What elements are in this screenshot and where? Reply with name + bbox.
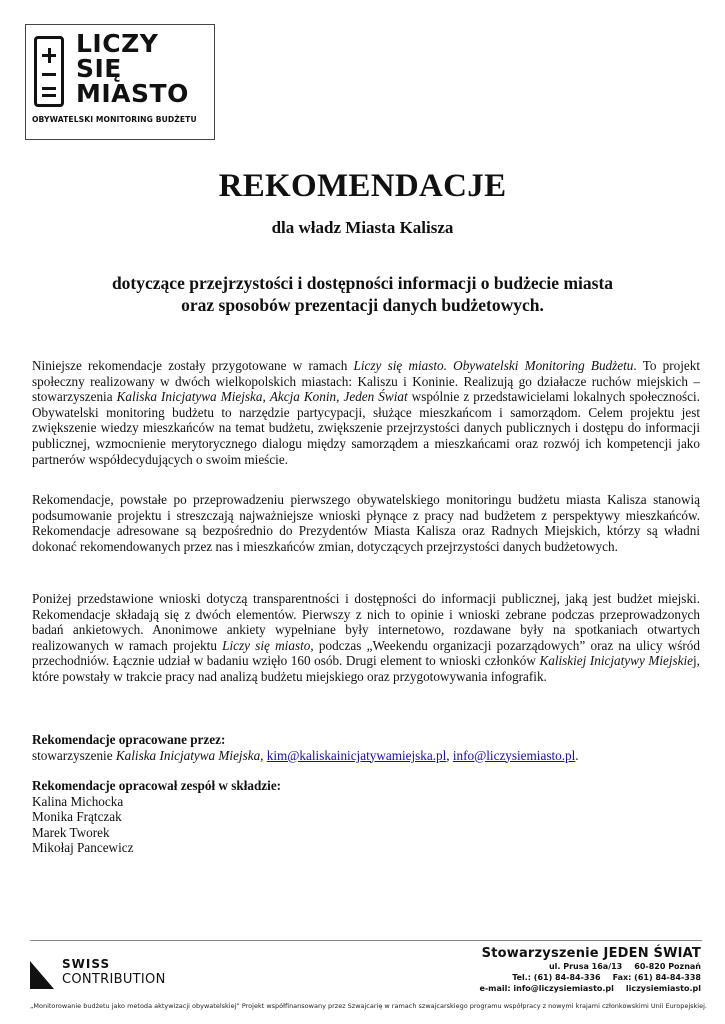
swiss-sub: CONTRIBUTION xyxy=(62,972,166,987)
topic-line-2: oraz sposobów prezentacji danych budżetowych. xyxy=(181,295,544,315)
footer-footnote: „Monitorowanie budżetu jako metoda aktywizacji obywatelskiej” Projekt współfinansowany przez Szwajcarię w ramach szwajcarskiego programu współpracy z nowymi krajami członkowskimi Unii Europejskiej. xyxy=(30,1002,707,1010)
text-run: , xyxy=(446,747,453,763)
org-web-line xyxy=(479,983,701,994)
org-tel: Tel.: (61) 84-84-336 xyxy=(512,973,601,982)
text-run: , xyxy=(260,747,267,763)
project-name: Liczy się miasto xyxy=(222,637,311,653)
team-member: Marek Tworek xyxy=(32,824,110,840)
org-name: Kaliska Inicjatywa Miejska xyxy=(116,389,263,405)
org-contact-block xyxy=(479,946,701,994)
text-run: Poniżej przedstawione wnioski dotyczą transparentności i dostępności do informacji publicznej, jaką jest budżet miejski. Rekomendacje składają się z dwóch elementów. Pierwszy z nich to opinie i wnioski zebrane podczas przeprowadzonych badań ankietowych. Anonimowe ankiety wypełniane były internetowo, rozdawane były na spotkaniach otwartych realizowanych w ramach projektu xyxy=(32,591,700,653)
text-run: stowarzyszenie xyxy=(32,747,116,763)
calculator-mark-icon xyxy=(34,36,64,107)
team-block xyxy=(32,778,432,856)
text-run: , podczas „Weekendu organizacji pozarządowych” oraz na ulicy wśród przechodniów. Łącznie udział w badaniu wzięło 160 osób. Drugi element to wnioski członków xyxy=(32,637,700,669)
text-run: Niniejsze rekomendacje zostały przygotowane w ramach xyxy=(32,358,354,373)
org-postal: 60-820 Poznań xyxy=(634,962,701,971)
text-run: j, które powstały w trakcie pracy nad analizą budżetu miejskiego oraz przygotowywania infografik. xyxy=(32,653,700,684)
org-website: liczysiemiasto.pl xyxy=(625,984,701,993)
org-address-line xyxy=(479,961,701,972)
logo-line-3: MIASTO xyxy=(76,79,189,108)
swiss-name: SWISS xyxy=(62,957,111,971)
document-topic xyxy=(0,272,725,316)
swiss-triangle-icon xyxy=(30,961,54,989)
summary-text: Rekomendacje, powstałe po przeprowadzeniu pierwszego obywatelskiego monitoringu budżetu miasta Kalisza stanowią podsumowanie projektu i streszczają najważniejsze wnioski płynące z pracy nad budżetem z perspektywy mieszkańców. Rekomendacje adresowane są bezpośrednio do Prezydentów Miasta Kalisza oraz Radnych Miejskich, którzy są władni dokonać rekomendowanych przez nas i mieszkańców zmian, dotyczących przejrzystości danych budżetowych. xyxy=(32,492,700,554)
org-name: Kaliskiej Inicjatywy Miejskie xyxy=(539,653,694,669)
email-link-info[interactable]: info@liczysiemiasto.pl xyxy=(452,747,576,763)
logo-wordmark xyxy=(76,31,189,106)
team-member: Monika Frątczak xyxy=(32,809,122,825)
text-run: , xyxy=(262,389,270,405)
text-run: . xyxy=(575,747,579,763)
org-phone-line xyxy=(479,972,701,983)
credits-block xyxy=(32,732,700,763)
text-run: . To projekt społeczny realizowany w dwóch wielkopolskich miastach: Kaliszu i Koninie. Realizują go działacze ruchów miejskich – stowarzyszenia xyxy=(32,358,701,405)
document-subtitle: dla władz Miasta Kalisza xyxy=(271,218,454,237)
intro-paragraph xyxy=(32,358,700,467)
logo-line-1: LICZY xyxy=(76,29,159,58)
org-email: e-mail: info@liczysiemiasto.pl xyxy=(479,984,614,993)
org-name: Akcja Konin xyxy=(269,389,337,405)
document-title: REKOMENDACJE xyxy=(218,168,507,204)
credits-label: Rekomendacje opracowane przez: xyxy=(32,732,226,747)
text-run: , xyxy=(336,389,344,405)
text-run: wspólnie z przedstawicielami lokalnych społeczności. Obywatelski monitoring budżetu to narzędzie partycypacji, służące mieszkańcom i samorządom. Celem projektu jest zwiększenie wiedzy mieszkańców na temat budżetu, zwiększenie przejrzystości danych publicznych i dostępu do informacji publicznej, wzmocnienie merytorycznego dialogu między samorządem a mieszkańcami oraz rozwój ich kompetencji jako partnerów współdecydujących o swoim mieście. xyxy=(32,389,701,467)
team-label: Rekomendacje opracował zespół w składzie: xyxy=(32,778,282,793)
liczy-sie-miasto-logo xyxy=(25,24,215,140)
footer-divider xyxy=(30,940,702,941)
swiss-contribution-logo xyxy=(30,957,190,993)
summary-paragraph xyxy=(32,492,700,554)
org-name: Stowarzyszenie JEDEN ŚWIAT xyxy=(481,946,701,961)
logo-caption: OBYWATELSKI MONITORING BUDŻETU xyxy=(32,115,197,124)
org-address: ul. Prusa 16a/13 xyxy=(548,962,623,971)
project-name: Liczy się miasto. Obywatelski Monitoring Budżetu xyxy=(353,358,634,373)
team-member: Mikołaj Pancewicz xyxy=(32,840,134,856)
team-member: Kalina Michocka xyxy=(32,793,124,809)
method-paragraph xyxy=(32,591,700,685)
logo-line-2: SIĘ xyxy=(76,54,122,83)
email-link-kim[interactable]: kim@kaliskainicjatywamiejska.pl xyxy=(266,747,447,763)
org-name: Kaliska Inicjatywa Miejska xyxy=(115,747,261,763)
credits-line xyxy=(32,748,700,764)
topic-line-1: dotyczące przejrzystości i dostępności informacji o budżecie miasta xyxy=(111,273,614,293)
org-name: Jeden Świat xyxy=(343,389,408,405)
org-fax: Fax: (61) 84-84-338 xyxy=(612,973,701,982)
